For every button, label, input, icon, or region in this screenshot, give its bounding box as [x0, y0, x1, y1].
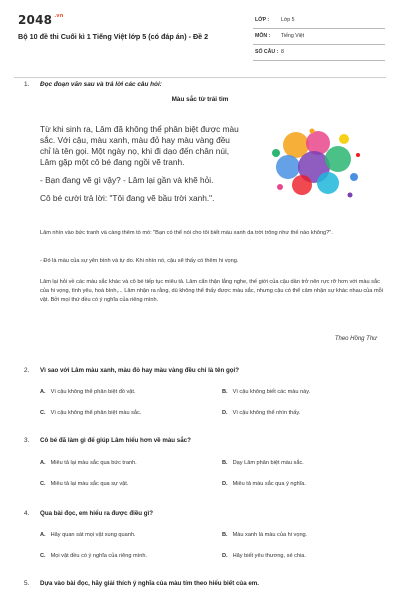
site-logo[interactable]	[18, 13, 64, 27]
passage-paragraph: Lâm nhìn vào bức tranh và càng thêm tò mò: "Bạn có thể nói cho tôi biết màu xanh da trời trông như thế nào không?".	[40, 230, 333, 236]
option-a[interactable]: A. Hãy quan sát mọi vật xung quanh.	[40, 532, 136, 538]
question-prompt: Đọc đoạn văn sau và trả lời các câu hỏi:	[40, 81, 162, 88]
passage-paragraph: Lâm lại hỏi về các màu sắc khác và cô bé tiếp tục miêu tả. Lâm cẩn thận lắng nghe, thế giới của cậu dần trở nên rực rỡ hơn với màu sắc của hi vọng, tình yêu, hoà bình,... Lâm nhận ra rằng, dù không thể thấy được màu sắc, nhưng cậu có thể cảm nhận sự khác nhau của mỗi vật. Bởi mọi thứ đều có ý nghĩa của riêng mình.	[40, 279, 383, 304]
option-d[interactable]: D. Vì cậu không thể nhìn thấy.	[222, 410, 301, 416]
meta-key: LỚP :	[255, 17, 270, 23]
question-text: Vì sao với Lâm màu xanh, màu đỏ hay màu vàng đều chỉ là tên gọi?	[40, 367, 240, 374]
question-text: Qua bài đọc, em hiểu ra được điều gì?	[40, 510, 154, 517]
option-d[interactable]: D. Miêu tả màu sắc qua ý nghĩa.	[222, 481, 306, 487]
option-c[interactable]: C. Vì cậu không thể phân biệt màu sắc.	[40, 410, 142, 416]
question-text: Cô bé đã làm gì để giúp Lâm hiểu hơn về màu sắc?	[40, 437, 191, 444]
meta-value: 8	[281, 49, 284, 55]
question-number: 3.	[24, 437, 30, 444]
option-c[interactable]: C. Miêu tả lại màu sắc qua sự vật.	[40, 481, 129, 487]
question-text: Dựa vào bài đọc, hãy giải thích ý nghĩa của màu tím theo hiểu biết của em.	[40, 580, 260, 587]
meta-row-grade	[253, 13, 385, 29]
question-number: 2.	[24, 367, 30, 374]
story-paragraph: - Bạn đang vẽ gì vậy? - Lâm lại gần và khẽ hỏi.	[40, 175, 214, 185]
meta-table	[253, 13, 385, 61]
meta-value: Tiếng Việt	[281, 33, 305, 39]
option-b[interactable]: B. Vì cậu không biết các màu này.	[222, 389, 311, 395]
option-d[interactable]: D. Hãy biết yêu thương, sẻ chia.	[222, 553, 306, 559]
option-b[interactable]: B. Màu xanh là màu của hi vọng.	[222, 532, 308, 538]
header-divider	[14, 77, 386, 78]
option-c[interactable]: C. Mọi vật đều có ý nghĩa của riêng mình.	[40, 553, 147, 559]
passage-paragraph: - Đó là màu của sự yên bình và tự do. Khi nhìn nó, cậu sẽ thấy có thêm hi vọng.	[40, 258, 239, 264]
meta-key: SỐ CÂU :	[255, 49, 279, 55]
passage-author: Theo Hồng Thư	[334, 336, 377, 342]
meta-row-count	[253, 45, 385, 61]
meta-key: MÔN :	[255, 33, 271, 39]
question-number: 4.	[24, 510, 30, 517]
color-splash-image	[266, 125, 366, 205]
question-number: 5.	[24, 580, 30, 587]
option-b[interactable]: B. Dạy Lâm phân biệt màu sắc.	[222, 460, 304, 466]
passage-title: Màu sắc từ trái tim	[171, 96, 229, 103]
page-title: Bộ 10 đề thi Cuối kì 1 Tiếng Việt lớp 5 (có đáp án) - Đề 2	[18, 32, 209, 41]
option-a[interactable]: A. Vì cậu không thể phân biệt đồ vật.	[40, 389, 136, 395]
question-number: 1.	[24, 81, 30, 88]
meta-value: Lớp 5	[281, 17, 295, 23]
logo-main: 2048	[18, 13, 53, 27]
meta-row-subject	[253, 29, 385, 45]
option-a[interactable]: A. Miêu tả lại màu sắc qua bức tranh.	[40, 460, 137, 466]
story-paragraph: Từ khi sinh ra, Lâm đã không thể phân biệt được màu sắc. Với cậu, màu xanh, màu đỏ hay màu vàng đều chỉ là tên gọi. Một ngày nọ, khi đi dạo đến chân núi, Lâm gặp một cô bé đang ngồi vẽ tranh.	[40, 124, 239, 167]
story-paragraph: Cô bé cười trả lời: "Tôi đang vẽ bầu trời xanh.".	[40, 193, 215, 203]
logo-sub: .vn	[54, 13, 64, 19]
story-text	[40, 124, 240, 204]
